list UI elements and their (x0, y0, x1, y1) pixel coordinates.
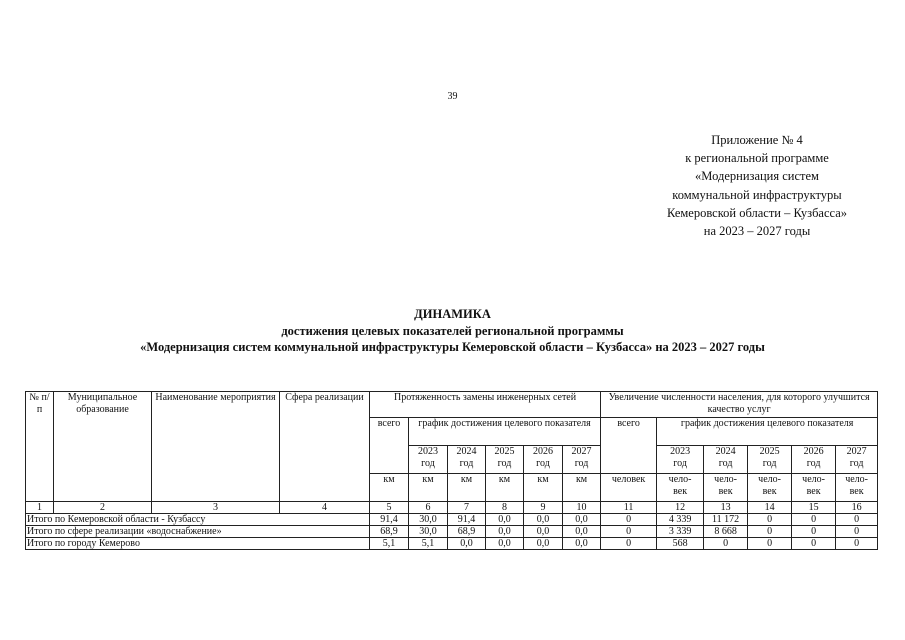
row-label: Итого по городу Кемерово (26, 538, 370, 550)
unit-km: км (486, 474, 524, 502)
title-line-2: достижения целевых показателей региональной программы (281, 323, 624, 338)
unit-part: век (806, 486, 821, 497)
header-sphere: Сфера реализации (280, 392, 370, 502)
table-cell: 68,9 (448, 526, 486, 538)
header-pop-schedule: график достижения целевого показателя (657, 418, 878, 446)
header-year (448, 446, 486, 474)
column-number: 6 (409, 502, 448, 514)
appendix-line: к региональной программе (685, 151, 829, 166)
column-number: 9 (524, 502, 563, 514)
header-length-group: Протяженность замены инженерных сетей (370, 392, 601, 418)
year-number: 2027 (571, 446, 592, 457)
table-cell: 0 (792, 526, 836, 538)
table-cell: 0 (704, 538, 748, 550)
header-year (657, 446, 704, 474)
year-suffix: год (536, 458, 550, 469)
year-suffix: год (762, 458, 777, 469)
row-label: Итого по сфере реализации «водоснабжение» (26, 526, 370, 538)
header-row (26, 392, 878, 418)
unit-people-split (748, 474, 792, 502)
table-cell: 30,0 (409, 514, 448, 526)
table-cell: 0 (792, 514, 836, 526)
table-cell: 0 (601, 514, 657, 526)
year-number: 2024 (715, 446, 736, 457)
header-pop-total: всего (601, 418, 657, 474)
column-number: 13 (704, 502, 748, 514)
year-suffix: год (849, 458, 864, 469)
appendix-line: коммунальной инфраструктуры (672, 187, 842, 202)
column-number: 2 (54, 502, 152, 514)
header-year (563, 446, 601, 474)
table-row (26, 526, 878, 538)
unit-part: чело- (668, 474, 692, 485)
unit-people: человек (601, 474, 657, 502)
appendix-heading (640, 131, 874, 240)
unit-km: км (370, 474, 409, 502)
title-line-1: ДИНАМИКА (414, 307, 491, 321)
year-suffix: год (718, 458, 733, 469)
header-population-group: Увеличение численности населения, для которого улучшится качество услуг (601, 392, 878, 418)
unit-part: век (849, 486, 864, 497)
column-number: 11 (601, 502, 657, 514)
row-label: Итого по Кемеровской области - Кузбассу (26, 514, 370, 526)
column-numbers-row (26, 502, 878, 514)
year-number: 2025 (759, 446, 780, 457)
unit-people-split (657, 474, 704, 502)
table-cell: 11 172 (704, 514, 748, 526)
unit-part: век (718, 486, 733, 497)
year-number: 2024 (456, 446, 477, 457)
unit-part: чело- (758, 474, 781, 485)
header-year (836, 446, 878, 474)
year-suffix: год (673, 458, 687, 469)
year-number: 2026 (803, 446, 824, 457)
table-cell: 0 (601, 538, 657, 550)
appendix-line: Кемеровской области – Кузбасса» (666, 205, 848, 220)
table-cell: 0,0 (524, 526, 563, 538)
table-row (26, 514, 878, 526)
header-length-total: всего (370, 418, 409, 474)
table-cell: 0 (836, 526, 878, 538)
indicators-table (25, 391, 878, 550)
table-cell: 0,0 (563, 538, 601, 550)
header-year (748, 446, 792, 474)
table-cell: 91,4 (448, 514, 486, 526)
table-cell: 0 (836, 538, 878, 550)
column-number: 3 (152, 502, 280, 514)
year-number: 2027 (846, 446, 867, 457)
column-number: 4 (280, 502, 370, 514)
column-number: 8 (486, 502, 524, 514)
unit-part: век (762, 486, 777, 497)
page-number: 39 (447, 91, 458, 102)
table-cell: 0 (748, 538, 792, 550)
unit-km: км (524, 474, 563, 502)
year-number: 2026 (533, 446, 553, 457)
column-number: 14 (748, 502, 792, 514)
header-year (704, 446, 748, 474)
year-suffix: год (806, 458, 821, 469)
table-cell: 68,9 (370, 526, 409, 538)
table-row (26, 538, 878, 550)
appendix-line: Приложение № 4 (711, 133, 803, 147)
header-year (409, 446, 448, 474)
table-cell: 0 (748, 514, 792, 526)
header-municipality: Муниципальное образование (54, 392, 152, 502)
column-number: 5 (370, 502, 409, 514)
unit-people-split (704, 474, 748, 502)
year-number: 2023 (418, 446, 438, 457)
unit-people-split (792, 474, 836, 502)
unit-people-split (836, 474, 878, 502)
unit-part: чело- (845, 474, 868, 485)
unit-part: чело- (714, 474, 737, 485)
header-activity: Наименование мероприятия (152, 392, 280, 502)
table-cell: 8 668 (704, 526, 748, 538)
column-number: 1 (26, 502, 54, 514)
table-cell: 91,4 (370, 514, 409, 526)
year-number: 2023 (670, 446, 691, 457)
column-number: 16 (836, 502, 878, 514)
table-cell: 0,0 (563, 514, 601, 526)
document-title (0, 306, 905, 356)
column-number: 12 (657, 502, 704, 514)
table-cell: 0,0 (524, 538, 563, 550)
title-line-3: «Модернизация систем коммунальной инфраструктуры Кемеровской области – Кузбасса» на 2023 – 2027 годы (140, 340, 765, 354)
unit-part: чело- (802, 474, 825, 485)
unit-km: км (563, 474, 601, 502)
column-number: 15 (792, 502, 836, 514)
header-no: № п/п (26, 392, 54, 502)
table-cell: 0 (601, 526, 657, 538)
unit-km: км (448, 474, 486, 502)
table-cell: 0 (748, 526, 792, 538)
table-cell: 0,0 (448, 538, 486, 550)
unit-part: век (673, 486, 688, 497)
table-cell: 0 (836, 514, 878, 526)
unit-km: км (409, 474, 448, 502)
table-cell: 0,0 (486, 538, 524, 550)
table-cell: 5,1 (409, 538, 448, 550)
table-cell: 4 339 (657, 514, 704, 526)
year-suffix: год (421, 458, 435, 469)
header-length-schedule: график достижения целевого показателя (409, 418, 601, 446)
header-year (486, 446, 524, 474)
header-year (524, 446, 563, 474)
year-suffix: год (459, 458, 474, 469)
header-year (792, 446, 836, 474)
table-cell: 0,0 (524, 514, 563, 526)
table-cell: 0,0 (563, 526, 601, 538)
table-cell: 30,0 (409, 526, 448, 538)
table-cell: 5,1 (370, 538, 409, 550)
table-cell: 0,0 (486, 526, 524, 538)
year-suffix: год (574, 458, 589, 469)
table-cell: 3 339 (657, 526, 704, 538)
column-number: 10 (563, 502, 601, 514)
appendix-line: «Модернизация систем (695, 169, 819, 184)
table-cell: 568 (657, 538, 704, 550)
appendix-line: на 2023 – 2027 годы (703, 224, 811, 239)
year-number: 2025 (494, 446, 515, 457)
table-cell: 0 (792, 538, 836, 550)
column-number: 7 (448, 502, 486, 514)
table-cell: 0,0 (486, 514, 524, 526)
year-suffix: год (497, 458, 512, 469)
